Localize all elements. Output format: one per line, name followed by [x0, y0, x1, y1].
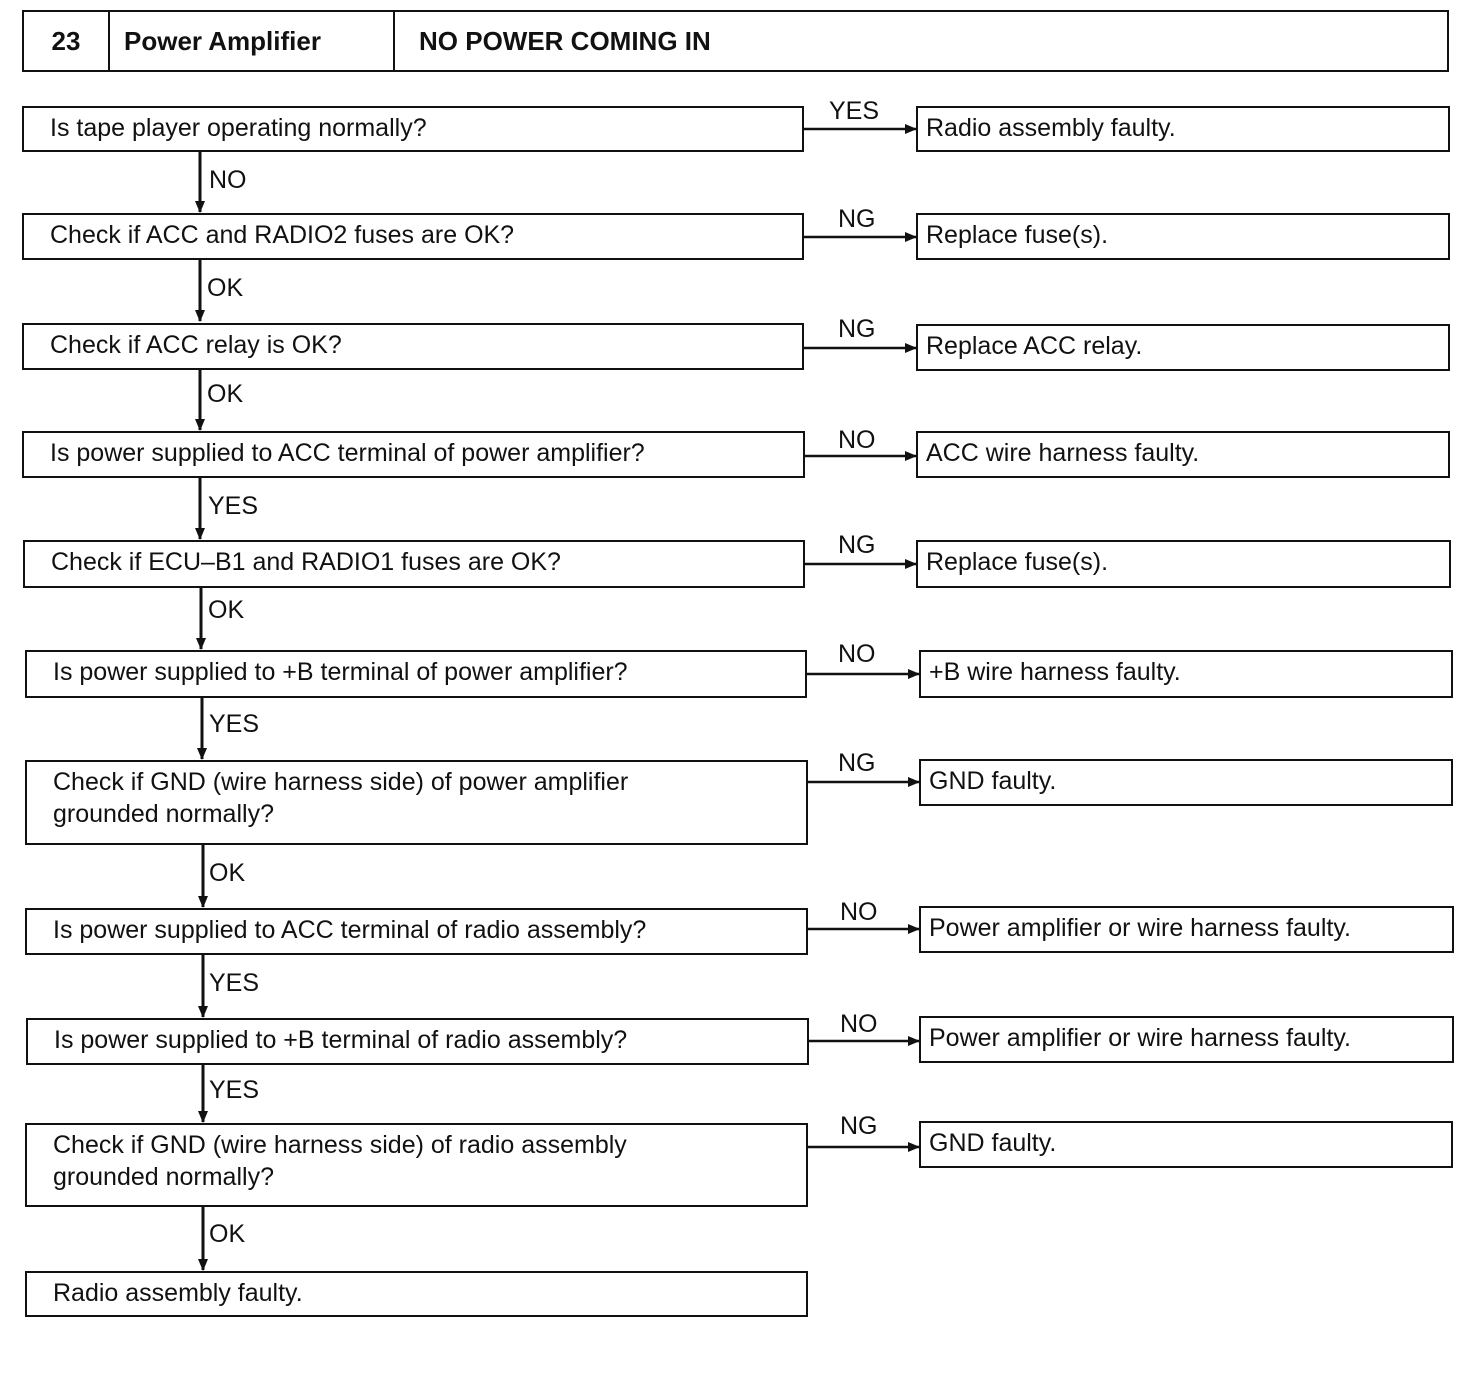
component-name: Power Amplifier [110, 12, 395, 70]
branch-label: NG [838, 315, 876, 343]
question-box: Is power supplied to ACC terminal of radio assembly? [25, 908, 808, 955]
branch-label: NG [838, 749, 876, 777]
symptom-title: NO POWER COMING IN [419, 25, 711, 56]
result-box: Radio assembly faulty. [916, 106, 1450, 152]
next-label: OK [208, 596, 245, 624]
question-box: Is power supplied to ACC terminal of power amplifier? [22, 431, 805, 478]
branch-label: NG [838, 205, 876, 233]
result-box: +B wire harness faulty. [919, 650, 1453, 698]
result-box: Replace ACC relay. [916, 324, 1450, 371]
result-box: Power amplifier or wire harness faulty. [919, 1016, 1454, 1063]
branch-label: NO [838, 640, 876, 668]
next-label: OK [209, 1220, 246, 1248]
result-box: GND faulty. [919, 1121, 1453, 1168]
question-box: Check if GND (wire harness side) of power amplifier grounded normally? [25, 760, 808, 845]
result-box: Replace fuse(s). [916, 213, 1450, 260]
next-label: YES [209, 969, 260, 997]
question-box: Check if ECU–B1 and RADIO1 fuses are OK? [23, 540, 805, 588]
final-result-box: Radio assembly faulty. [25, 1271, 808, 1317]
next-label: YES [209, 710, 260, 738]
branch-label: YES [829, 97, 880, 125]
branch-label: NO [840, 898, 878, 926]
question-box: Check if GND (wire harness side) of radio assembly grounded normally? [25, 1123, 808, 1207]
branch-label: NG [840, 1112, 878, 1140]
question-box: Is tape player operating normally? [22, 106, 804, 152]
procedure-number: 23 [24, 12, 110, 70]
question-box: Is power supplied to +B terminal of power amplifier? [25, 650, 807, 698]
result-box: Replace fuse(s). [916, 540, 1451, 588]
next-label: OK [207, 380, 244, 408]
next-label: YES [208, 492, 259, 520]
branch-label: NG [838, 531, 876, 559]
result-box: ACC wire harness faulty. [916, 431, 1450, 478]
question-box: Check if ACC relay is OK? [22, 323, 804, 370]
next-label: OK [207, 274, 244, 302]
next-label: OK [209, 859, 246, 887]
branch-label: NO [838, 426, 876, 454]
question-box: Check if ACC and RADIO2 fuses are OK? [22, 213, 804, 260]
next-label: NO [209, 166, 247, 194]
result-box: Power amplifier or wire harness faulty. [919, 906, 1454, 953]
next-label: YES [209, 1076, 260, 1104]
question-box: Is power supplied to +B terminal of radio assembly? [26, 1018, 809, 1065]
result-box: GND faulty. [919, 759, 1453, 806]
branch-label: NO [840, 1010, 878, 1038]
